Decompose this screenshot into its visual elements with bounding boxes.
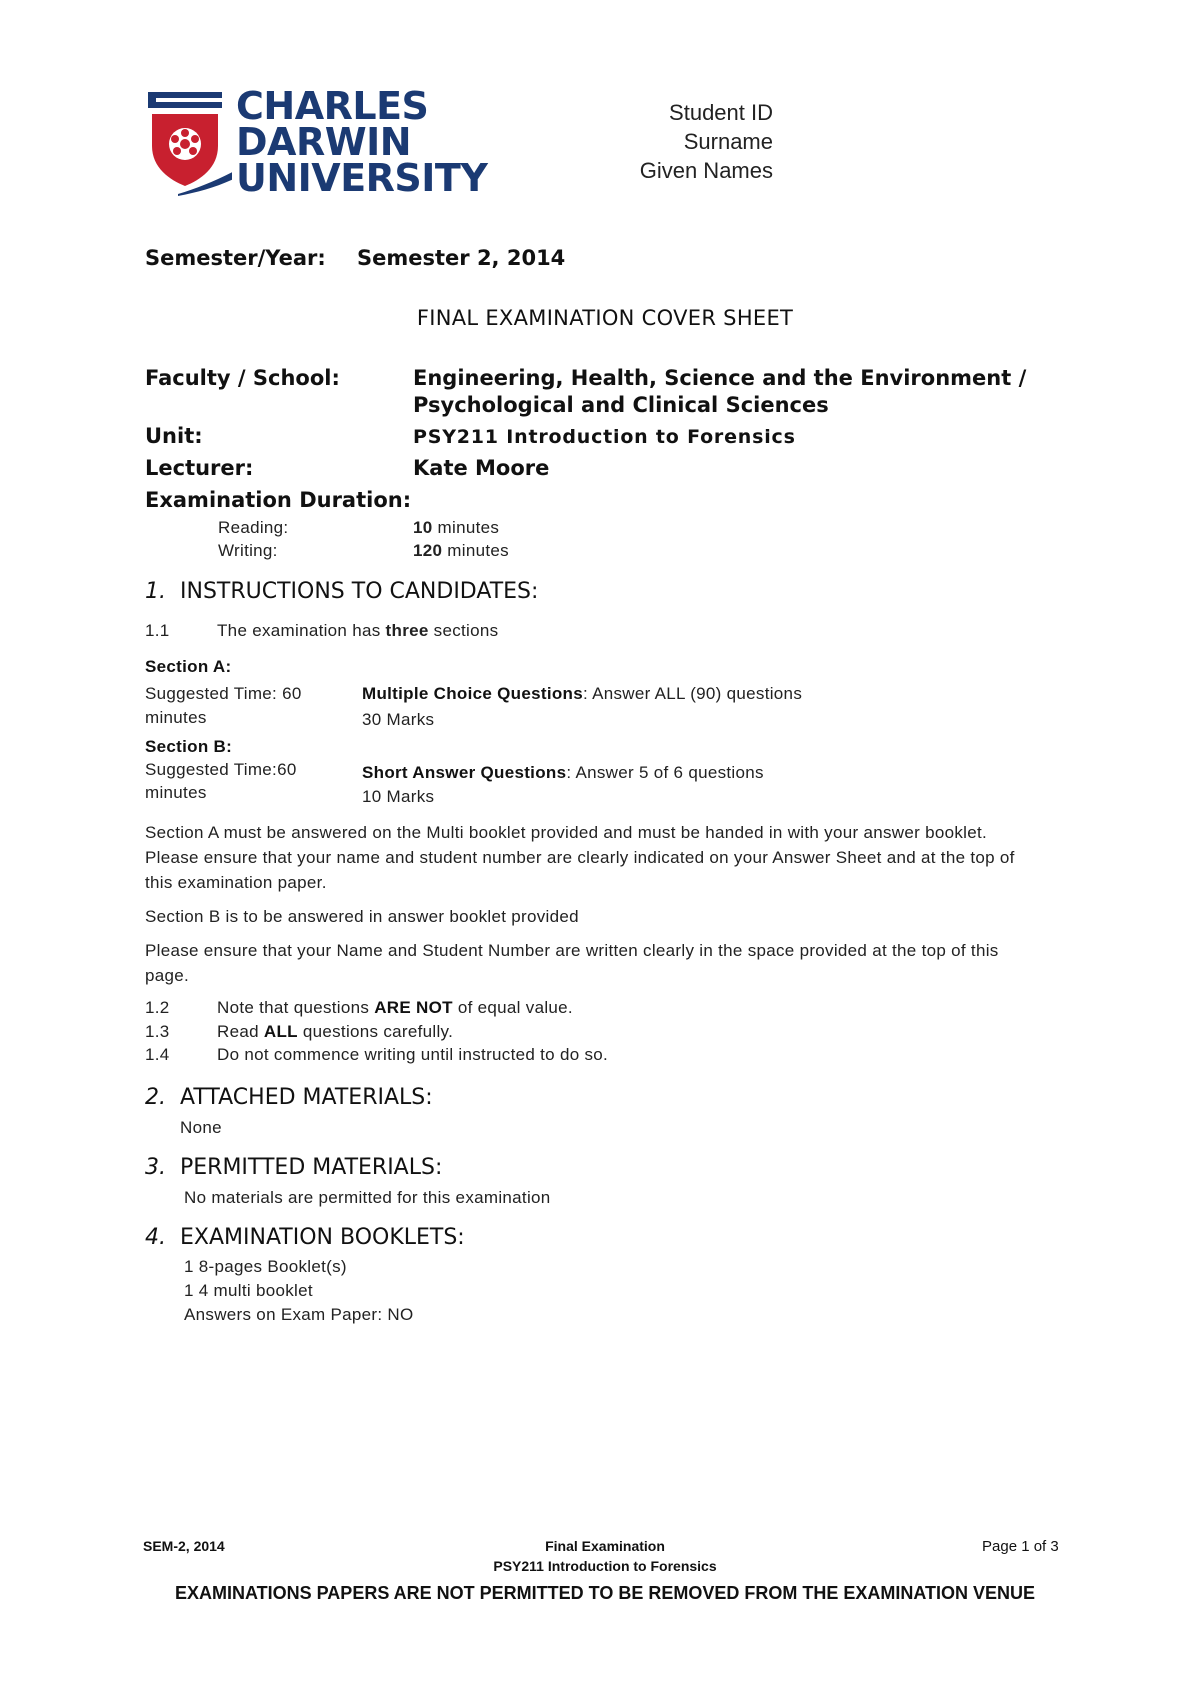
section-b-marks: 10 Marks (362, 787, 435, 806)
logo-wordmark (236, 84, 488, 200)
item-1-3-pre: Read (217, 1022, 264, 1041)
page-title: FINAL EXAMINATION COVER SHEET (416, 306, 794, 330)
section-3-heading (145, 1155, 442, 1180)
footer-removal-notice: EXAMINATIONS PAPERS ARE NOT PERMITTED TO BE REMOVED FROM THE EXAMINATION VENUE (174, 1583, 1036, 1603)
section-b-q-rest: : Answer 5 of 6 questions (566, 763, 764, 782)
duration-label: Examination Duration: (145, 488, 412, 512)
surname-label: Surname (683, 129, 773, 154)
faculty-label: Faculty / School: (145, 366, 340, 390)
item-1-3-post: questions carefully. (297, 1022, 454, 1041)
section-b-q-bold: Short Answer Questions (362, 763, 567, 782)
item-1-1-pre: The examination has (217, 621, 386, 640)
shield-crest-icon (148, 88, 232, 198)
name-number-instructions: Please ensure that your Name and Student Number are written clearly in the space provided at the top of this page. (145, 941, 999, 985)
section-1-title: INSTRUCTIONS TO CANDIDATES: (180, 579, 539, 604)
item-1-1-num: 1.1 (145, 621, 170, 640)
permitted-materials-body: No materials are permitted for this examination (184, 1188, 551, 1207)
writing-value (413, 541, 509, 561)
section-4-title: EXAMINATION BOOKLETS: (180, 1225, 465, 1250)
section-a-instructions: Section A must be answered on the Multi booklet provided and must be handed in with your answer booklet. Please ensure that your name and student number are clearly indicated on your Answer Sheet and at the top of this examination paper. (145, 823, 1015, 892)
reading-unit: minutes (432, 518, 500, 537)
item-1-2-post: of equal value. (452, 998, 573, 1017)
student-id-label: Student ID (669, 100, 773, 125)
attached-materials-body: None (180, 1118, 222, 1137)
reading-label: Reading: (218, 518, 289, 537)
section-a-marks: 30 Marks (362, 710, 435, 729)
item-1-1-bold: three (385, 621, 429, 640)
item-1-3-bold: ALL (263, 1022, 298, 1041)
section-1-num: 1. (145, 579, 166, 604)
semester-value: Semester 2, 2014 (357, 246, 566, 270)
unit-label: Unit: (145, 424, 203, 448)
item-1-3 (145, 1022, 453, 1042)
footer-exam-title: Final Examination (545, 1538, 665, 1554)
section-4-num: 4. (145, 1225, 166, 1250)
section-b-questions (362, 763, 764, 783)
faculty-value-line1: Engineering, Health, Science and the Environment / (413, 366, 1027, 390)
section-a-title: Section A: (145, 657, 232, 676)
section-3-title: PERMITTED MATERIALS: (180, 1155, 443, 1180)
item-1-2-pre: Note that questions (217, 998, 375, 1017)
item-1-4-text: Do not commence writing until instructed to do so. (217, 1045, 609, 1064)
footer-unit: PSY211 Introduction to Forensics (493, 1558, 717, 1574)
reading-value (413, 518, 499, 538)
writing-unit: minutes (442, 541, 509, 560)
item-1-2-num: 1.2 (145, 998, 170, 1017)
booklet-line-2: 1 4 multi booklet (184, 1281, 313, 1300)
semester-label: Semester/Year: (145, 246, 326, 270)
item-1-3-num: 1.3 (145, 1022, 170, 1041)
lecturer-label: Lecturer: (145, 456, 254, 480)
item-1-1-post: sections (428, 621, 499, 640)
writing-num: 120 (413, 541, 443, 560)
logo-line-darwin: DARWIN (236, 120, 412, 164)
logo-line-charles: CHARLES (236, 84, 429, 128)
section-b-title: Section B: (145, 737, 233, 756)
lecturer-value: Kate Moore (413, 456, 550, 480)
section-1-heading (145, 579, 538, 604)
item-1-2 (145, 998, 573, 1018)
section-4-heading (145, 1225, 465, 1250)
section-a-questions (362, 684, 802, 704)
footer-page-number: Page 1 of 3 (982, 1538, 1059, 1555)
section-b-instructions: Section B is to be answered in answer booklet provided (145, 907, 579, 926)
section-2-heading (145, 1085, 433, 1110)
booklet-line-1: 1 8-pages Booklet(s) (184, 1257, 347, 1276)
item-1-4-num: 1.4 (145, 1045, 170, 1064)
section-a-time-line2: minutes (145, 708, 207, 727)
section-3-num: 3. (145, 1155, 166, 1180)
section-a-q-bold: Multiple Choice Questions (362, 684, 583, 703)
faculty-value-line2: Psychological and Clinical Sciences (413, 393, 829, 417)
given-names-label: Given Names (639, 158, 773, 183)
section-b-time-line2: minutes (145, 783, 207, 802)
item-1-2-bold: ARE NOT (374, 998, 453, 1017)
logo-line-university: UNIVERSITY (236, 156, 488, 200)
reading-num: 10 (413, 518, 433, 537)
item-1-4 (145, 1045, 608, 1065)
writing-label: Writing: (218, 541, 278, 560)
item-1-1 (145, 621, 498, 641)
university-logo (148, 84, 518, 200)
section-b-time-line1: Suggested Time:60 (145, 760, 297, 779)
section-2-title: ATTACHED MATERIALS: (180, 1085, 433, 1110)
section-2-num: 2. (145, 1085, 166, 1110)
booklet-line-3: Answers on Exam Paper: NO (184, 1305, 414, 1324)
footer-semester: SEM-2, 2014 (143, 1538, 225, 1554)
section-a-time-line1: Suggested Time: 60 (145, 684, 302, 703)
section-a-q-rest: : Answer ALL (90) questions (582, 684, 803, 703)
unit-value: PSY211 Introduction to Forensics (413, 426, 796, 448)
